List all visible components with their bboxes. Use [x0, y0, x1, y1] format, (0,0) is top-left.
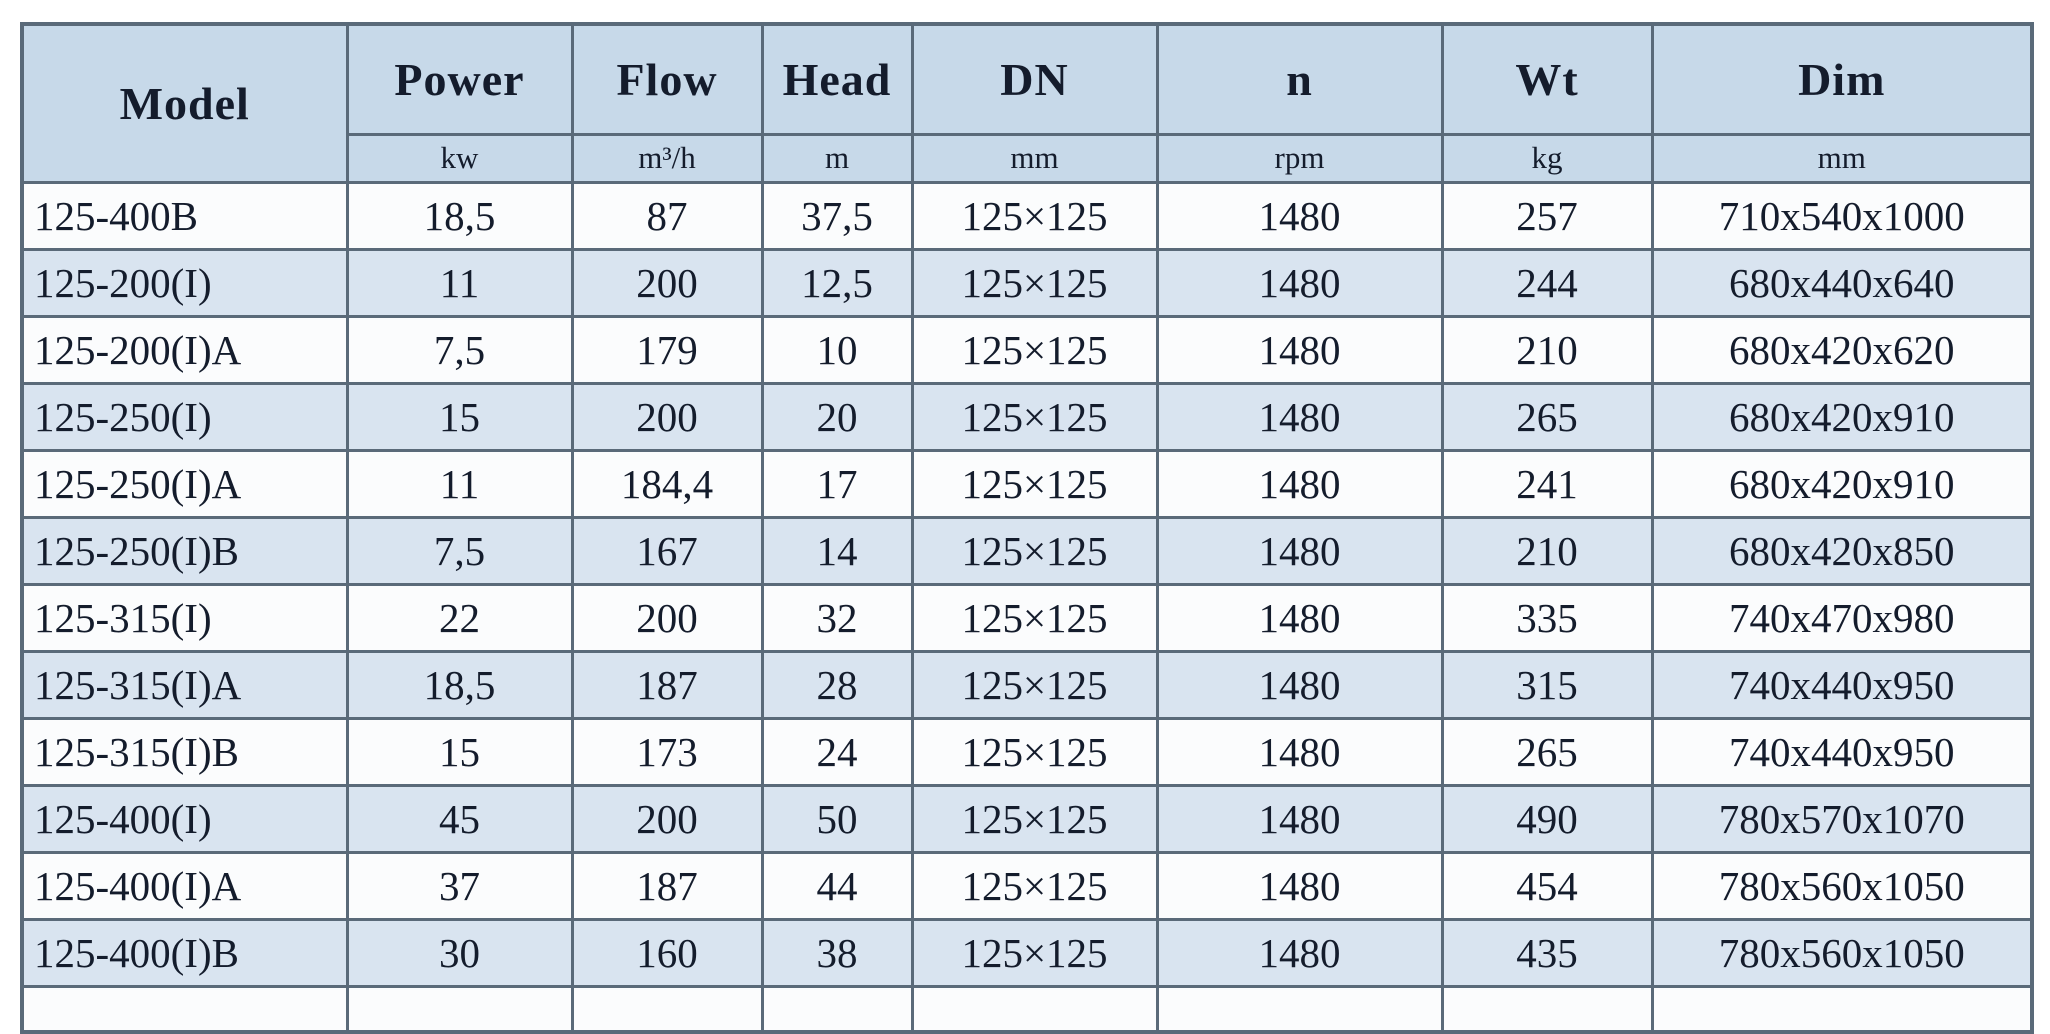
cell-dim: 710x540x1000 [1652, 182, 2032, 249]
cell-wt: 257 [1442, 182, 1652, 249]
cell-dn: 125×125 [912, 651, 1157, 718]
cell-n: 1480 [1157, 584, 1442, 651]
cell-dim: 740x470x980 [1652, 584, 2032, 651]
cell-head: 17 [762, 450, 912, 517]
empty-cell [912, 986, 1157, 1032]
cell-power: 18,5 [347, 651, 572, 718]
cell-flow: 187 [572, 852, 762, 919]
cell-dn: 125×125 [912, 450, 1157, 517]
cell-dim: 780x560x1050 [1652, 852, 2032, 919]
cell-dim: 680x440x640 [1652, 249, 2032, 316]
cell-wt: 265 [1442, 383, 1652, 450]
cell-head: 24 [762, 718, 912, 785]
cell-dim: 680x420x620 [1652, 316, 2032, 383]
table-row [22, 517, 2032, 584]
cell-flow: 200 [572, 785, 762, 852]
cell-dn: 125×125 [912, 919, 1157, 986]
cell-wt: 210 [1442, 316, 1652, 383]
cell-wt: 435 [1442, 919, 1652, 986]
cell-wt: 265 [1442, 718, 1652, 785]
cell-flow: 173 [572, 718, 762, 785]
cell-power: 30 [347, 919, 572, 986]
column-unit-dim: mm [1652, 134, 2032, 182]
cell-n: 1480 [1157, 316, 1442, 383]
cell-power: 45 [347, 785, 572, 852]
cell-n: 1480 [1157, 517, 1442, 584]
cell-power: 15 [347, 383, 572, 450]
table-row [22, 718, 2032, 785]
partial-row [22, 986, 2032, 1032]
cell-dim: 780x570x1070 [1652, 785, 2032, 852]
cell-dn: 125×125 [912, 584, 1157, 651]
empty-cell [1652, 986, 2032, 1032]
cell-power: 15 [347, 718, 572, 785]
column-unit-n: rpm [1157, 134, 1442, 182]
empty-cell [762, 986, 912, 1032]
cell-n: 1480 [1157, 718, 1442, 785]
table-row [22, 182, 2032, 249]
table-row [22, 651, 2032, 718]
cell-head: 20 [762, 383, 912, 450]
cell-power: 37 [347, 852, 572, 919]
cell-model: 125-315(I) [22, 584, 347, 651]
table-header [22, 24, 2032, 182]
cell-flow: 187 [572, 651, 762, 718]
cell-model: 125-400B [22, 182, 347, 249]
column-header-n: n [1157, 24, 1442, 134]
column-header-dn: DN [912, 24, 1157, 134]
cell-power: 22 [347, 584, 572, 651]
table-row [22, 584, 2032, 651]
cell-dn: 125×125 [912, 316, 1157, 383]
cell-wt: 315 [1442, 651, 1652, 718]
cell-flow: 200 [572, 383, 762, 450]
cell-model: 125-200(I)A [22, 316, 347, 383]
table-row [22, 249, 2032, 316]
column-unit-wt: kg [1442, 134, 1652, 182]
cell-power: 18,5 [347, 182, 572, 249]
pump-spec-table [20, 22, 2034, 1034]
table-row [22, 450, 2032, 517]
table-row [22, 919, 2032, 986]
column-header-flow: Flow [572, 24, 762, 134]
cell-model: 125-250(I)A [22, 450, 347, 517]
cell-dim: 680x420x910 [1652, 450, 2032, 517]
cell-flow: 184,4 [572, 450, 762, 517]
cell-dim: 740x440x950 [1652, 718, 2032, 785]
cell-n: 1480 [1157, 651, 1442, 718]
cell-wt: 241 [1442, 450, 1652, 517]
cell-flow: 179 [572, 316, 762, 383]
column-header-power: Power [347, 24, 572, 134]
cell-model: 125-400(I) [22, 785, 347, 852]
cell-dn: 125×125 [912, 852, 1157, 919]
cell-flow: 87 [572, 182, 762, 249]
column-header-model: Model [22, 24, 347, 182]
cell-n: 1480 [1157, 182, 1442, 249]
cell-flow: 160 [572, 919, 762, 986]
cell-dn: 125×125 [912, 383, 1157, 450]
cell-wt: 454 [1442, 852, 1652, 919]
cell-power: 11 [347, 249, 572, 316]
empty-cell [1157, 986, 1442, 1032]
cell-dim: 740x440x950 [1652, 651, 2032, 718]
cell-wt: 490 [1442, 785, 1652, 852]
empty-cell [347, 986, 572, 1032]
cell-n: 1480 [1157, 249, 1442, 316]
cell-power: 7,5 [347, 517, 572, 584]
table-row [22, 316, 2032, 383]
cell-dim: 780x560x1050 [1652, 919, 2032, 986]
cell-dn: 125×125 [912, 718, 1157, 785]
empty-cell [572, 986, 762, 1032]
cell-n: 1480 [1157, 919, 1442, 986]
cell-power: 7,5 [347, 316, 572, 383]
column-unit-flow: m³/h [572, 134, 762, 182]
cell-dn: 125×125 [912, 249, 1157, 316]
column-header-head: Head [762, 24, 912, 134]
table-row [22, 785, 2032, 852]
cell-head: 28 [762, 651, 912, 718]
cell-dim: 680x420x850 [1652, 517, 2032, 584]
column-unit-power: kw [347, 134, 572, 182]
empty-cell [1442, 986, 1652, 1032]
cell-head: 38 [762, 919, 912, 986]
cell-n: 1480 [1157, 852, 1442, 919]
column-unit-head: m [762, 134, 912, 182]
cell-dim: 680x420x910 [1652, 383, 2032, 450]
cell-n: 1480 [1157, 450, 1442, 517]
cell-head: 10 [762, 316, 912, 383]
cell-wt: 210 [1442, 517, 1652, 584]
cell-dn: 125×125 [912, 785, 1157, 852]
column-header-wt: Wt [1442, 24, 1652, 134]
cell-head: 50 [762, 785, 912, 852]
cell-model: 125-400(I)B [22, 919, 347, 986]
cell-flow: 200 [572, 584, 762, 651]
cell-head: 32 [762, 584, 912, 651]
cell-wt: 244 [1442, 249, 1652, 316]
cell-flow: 200 [572, 249, 762, 316]
cell-n: 1480 [1157, 785, 1442, 852]
cell-dn: 125×125 [912, 182, 1157, 249]
cell-model: 125-315(I)B [22, 718, 347, 785]
spec-table-container [20, 22, 2034, 1034]
header-names-row [22, 24, 2032, 134]
column-header-dim: Dim [1652, 24, 2032, 134]
cell-dn: 125×125 [912, 517, 1157, 584]
column-unit-dn: mm [912, 134, 1157, 182]
cell-head: 12,5 [762, 249, 912, 316]
cell-model: 125-200(I) [22, 249, 347, 316]
cell-model: 125-250(I) [22, 383, 347, 450]
cell-head: 14 [762, 517, 912, 584]
cell-flow: 167 [572, 517, 762, 584]
table-body [22, 182, 2032, 1032]
cell-power: 11 [347, 450, 572, 517]
cell-model: 125-315(I)A [22, 651, 347, 718]
cell-model: 125-250(I)B [22, 517, 347, 584]
table-row [22, 852, 2032, 919]
cell-head: 44 [762, 852, 912, 919]
cell-wt: 335 [1442, 584, 1652, 651]
empty-cell [22, 986, 347, 1032]
cell-n: 1480 [1157, 383, 1442, 450]
cell-head: 37,5 [762, 182, 912, 249]
cell-model: 125-400(I)A [22, 852, 347, 919]
table-row [22, 383, 2032, 450]
